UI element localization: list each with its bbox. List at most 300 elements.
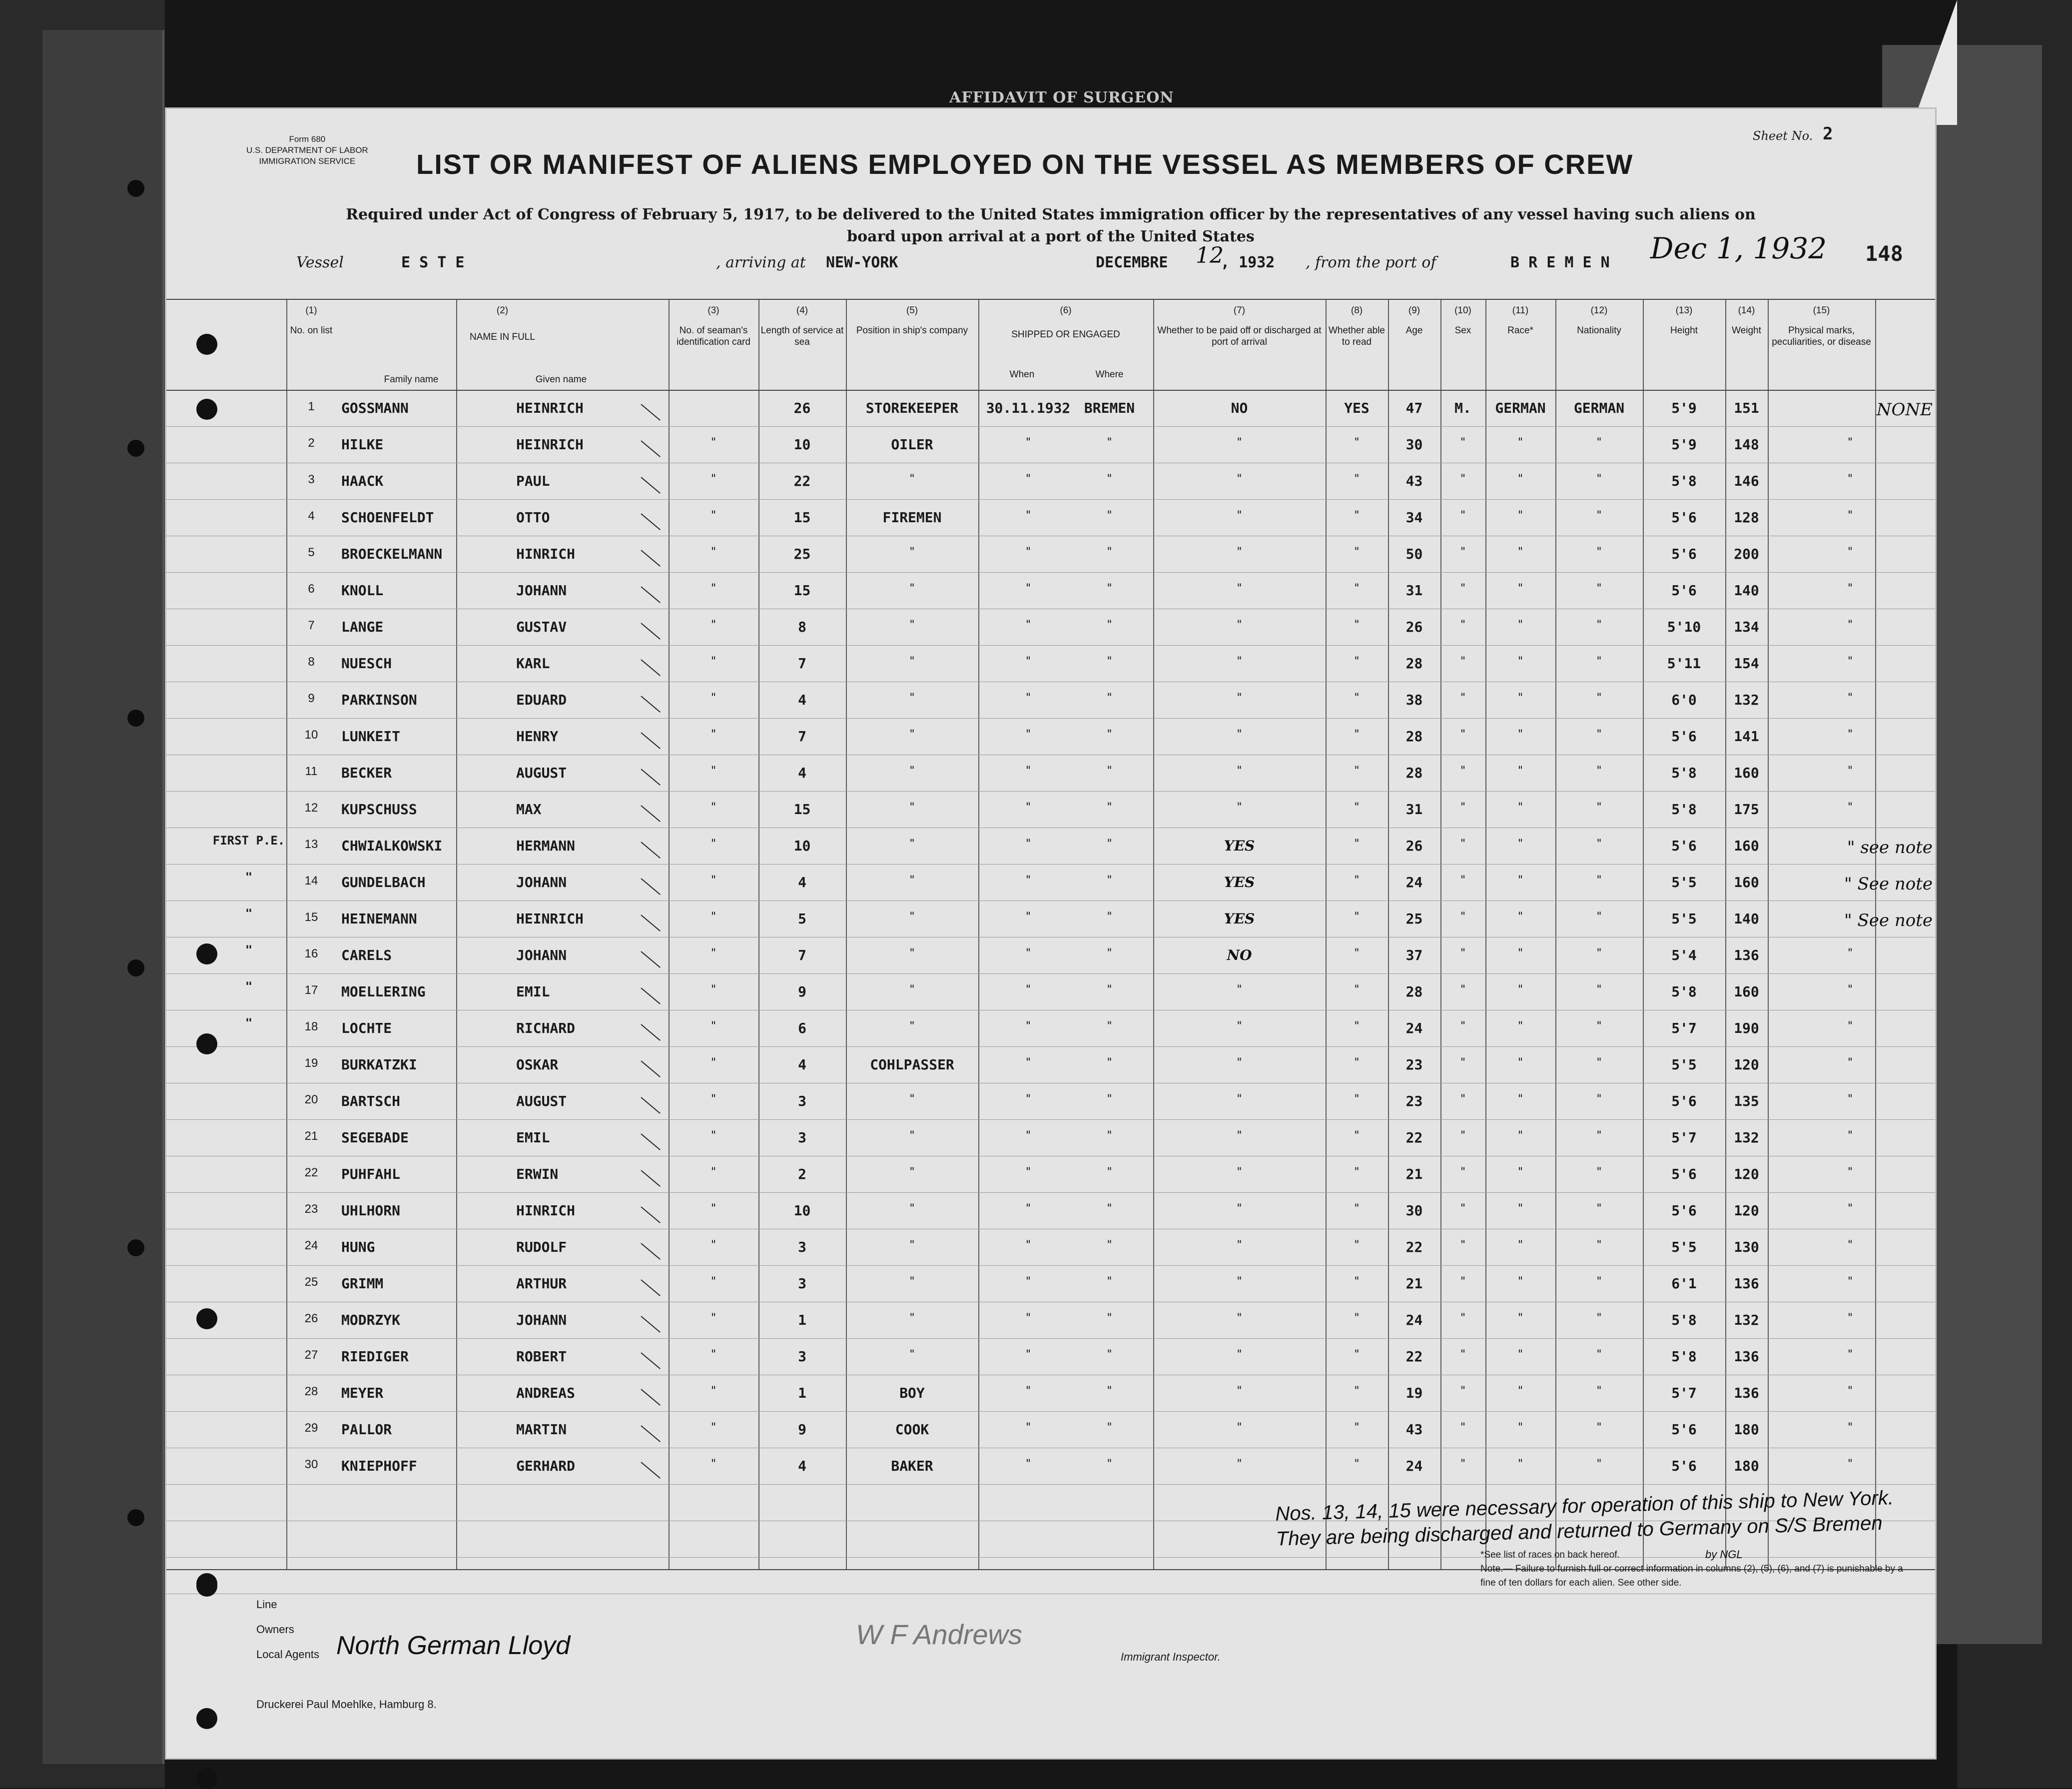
arrival-day: 12 bbox=[1196, 243, 1224, 268]
cell-age: 31 bbox=[1405, 582, 1423, 599]
cell-weight: 128 bbox=[1734, 509, 1759, 526]
footnote bbox=[1480, 1548, 1920, 1590]
cell-read: " bbox=[1353, 910, 1361, 923]
cell-position: BOY bbox=[899, 1385, 925, 1401]
cell-marks: " bbox=[1847, 546, 1854, 558]
cell-family: SEGEBADE bbox=[341, 1129, 409, 1146]
cell-given: HEINRICH bbox=[516, 400, 584, 416]
cell-height: 5'9 bbox=[1671, 436, 1697, 453]
cell-where: " bbox=[1106, 1312, 1113, 1324]
cell-age: 28 bbox=[1405, 983, 1423, 1000]
col-header-number: (9) bbox=[1408, 305, 1420, 316]
cell-height: 5'6 bbox=[1671, 546, 1697, 562]
cell-where: " bbox=[1106, 582, 1113, 595]
cell-given: GERHARD bbox=[516, 1458, 576, 1474]
cell-nat: " bbox=[1595, 619, 1603, 631]
cell-card: " bbox=[710, 765, 717, 777]
cell-given: HENRY bbox=[516, 728, 559, 745]
col-header-label: Whether to be paid off or discharged at port of arrival bbox=[1157, 325, 1322, 347]
cell-nat: " bbox=[1595, 1421, 1603, 1434]
column-rule bbox=[1725, 300, 1726, 1569]
cell-sex: " bbox=[1459, 1348, 1466, 1361]
cell-height: 5'8 bbox=[1671, 983, 1697, 1000]
row-rule bbox=[166, 900, 1935, 901]
cell-nat: " bbox=[1595, 436, 1603, 449]
cell-where: " bbox=[1106, 473, 1113, 485]
cell-sex: " bbox=[1459, 983, 1466, 996]
owners-label: Owners bbox=[256, 1623, 294, 1636]
col-header-number: (7) bbox=[1233, 305, 1246, 316]
col-header-number: (13) bbox=[1675, 305, 1693, 316]
cell-weight: 140 bbox=[1734, 910, 1759, 927]
cell-no: 6 bbox=[308, 582, 315, 596]
cell-family: PALLOR bbox=[341, 1421, 392, 1438]
cell-where: " bbox=[1106, 1239, 1113, 1251]
cell-service: 3 bbox=[798, 1275, 806, 1292]
cell-no: 29 bbox=[304, 1421, 318, 1435]
cell-race: " bbox=[1517, 1312, 1524, 1324]
cell-given: EMIL bbox=[516, 1129, 550, 1146]
cell-family: KNOLL bbox=[341, 582, 384, 599]
cell-race: " bbox=[1517, 1202, 1524, 1215]
cell-when: " bbox=[1025, 619, 1032, 631]
row-rule bbox=[166, 864, 1935, 865]
cell-height: 5'8 bbox=[1671, 765, 1697, 781]
cell-position: " bbox=[908, 838, 916, 850]
cell-service: 4 bbox=[798, 692, 806, 708]
cell-family: GOSSMANN bbox=[341, 400, 409, 416]
cell-read: " bbox=[1353, 546, 1361, 558]
cell-family: SCHOENFELDT bbox=[341, 509, 434, 526]
col-header-label: Whether able to read bbox=[1328, 325, 1385, 347]
cell-read: " bbox=[1353, 728, 1361, 741]
cell-no: 17 bbox=[304, 983, 318, 997]
cell-paid: " bbox=[1236, 1275, 1243, 1288]
cell-nat: " bbox=[1595, 1020, 1603, 1032]
binder-hole bbox=[127, 180, 144, 197]
cell-given: EDUARD bbox=[516, 692, 567, 708]
cell-card: " bbox=[710, 1275, 717, 1288]
cell-when: " bbox=[1025, 983, 1032, 996]
cell-nat: " bbox=[1595, 983, 1603, 996]
cell-age: 47 bbox=[1405, 400, 1423, 416]
cell-height: 5'6 bbox=[1671, 582, 1697, 599]
cell-age: 50 bbox=[1405, 546, 1423, 562]
cell-read: " bbox=[1353, 1348, 1361, 1361]
cell-age: 24 bbox=[1405, 1312, 1423, 1328]
cell-given: HEINRICH bbox=[516, 910, 584, 927]
cell-card: " bbox=[710, 910, 717, 923]
cell-position: " bbox=[908, 1129, 916, 1142]
cell-sex: " bbox=[1459, 1458, 1466, 1470]
col-header-label: Nationality bbox=[1577, 325, 1621, 336]
cell-weight: 200 bbox=[1734, 546, 1759, 562]
cell-no: 13 bbox=[304, 838, 318, 851]
column-rule bbox=[1485, 300, 1486, 1569]
cell-nat: " bbox=[1595, 874, 1603, 887]
cell-service: 2 bbox=[798, 1166, 806, 1182]
cell-given: ROBERT bbox=[516, 1348, 567, 1365]
cell-height: 5'8 bbox=[1671, 473, 1697, 489]
cell-when: " bbox=[1025, 1056, 1032, 1069]
cell-no: 1 bbox=[308, 400, 315, 413]
cell-weight: 160 bbox=[1734, 874, 1759, 891]
cell-position: " bbox=[908, 1202, 916, 1215]
cell-family: CARELS bbox=[341, 947, 392, 963]
cell-when: " bbox=[1025, 801, 1032, 814]
cell-read: " bbox=[1353, 874, 1361, 887]
cell-when: " bbox=[1025, 1348, 1032, 1361]
cell-read: " bbox=[1353, 765, 1361, 777]
cell-service: 4 bbox=[798, 765, 806, 781]
column-rule bbox=[978, 300, 979, 1569]
cell-age: 30 bbox=[1405, 1202, 1423, 1219]
cell-no: 12 bbox=[304, 801, 318, 815]
cell-where: " bbox=[1106, 838, 1113, 850]
cell-height: 5'7 bbox=[1671, 1129, 1697, 1146]
cell-card: " bbox=[710, 728, 717, 741]
cell-nat: " bbox=[1595, 728, 1603, 741]
cell-read: " bbox=[1353, 1312, 1361, 1324]
cell-family: PARKINSON bbox=[341, 692, 417, 708]
punch-hole bbox=[196, 334, 217, 355]
form-line: IMMIGRATION SERVICE bbox=[259, 156, 356, 166]
handwritten-note: Nos. 13, 14, 15 were necessary for operation of this ship to New York. They are being discharged and returned to Germany on S/S Bremen bbox=[1275, 1487, 1894, 1550]
punch-hole bbox=[196, 1576, 217, 1597]
cell-weight: 160 bbox=[1734, 983, 1759, 1000]
cell-service: 1 bbox=[798, 1312, 806, 1328]
inspector-signature: W F Andrews bbox=[856, 1619, 1022, 1650]
cell-age: 28 bbox=[1405, 728, 1423, 745]
col-header-label: Length of service at sea bbox=[760, 325, 844, 347]
column-rule bbox=[456, 300, 457, 1569]
cell-sex: " bbox=[1459, 874, 1466, 887]
cell-when: " bbox=[1025, 1202, 1032, 1215]
cell-sex: " bbox=[1459, 1421, 1466, 1434]
col-header-number: (12) bbox=[1590, 305, 1608, 316]
cell-position: " bbox=[908, 692, 916, 704]
cell-nat: " bbox=[1595, 473, 1603, 485]
cell-family: BECKER bbox=[341, 765, 392, 781]
cell-where: " bbox=[1106, 692, 1113, 704]
cell-service: 9 bbox=[798, 1421, 806, 1438]
cell-when: " bbox=[1025, 728, 1032, 741]
cell-where: " bbox=[1106, 910, 1113, 923]
cell-paid: " bbox=[1236, 728, 1243, 741]
cell-sex: " bbox=[1459, 619, 1466, 631]
cell-paid: " bbox=[1236, 765, 1243, 777]
cell-nat: " bbox=[1595, 801, 1603, 814]
cell-sex: " bbox=[1459, 509, 1466, 522]
cell-when: " bbox=[1025, 1020, 1032, 1032]
cell-sex: " bbox=[1459, 1129, 1466, 1142]
cell-race: " bbox=[1517, 1020, 1524, 1032]
column-rule bbox=[669, 300, 670, 1569]
cell-card: " bbox=[710, 692, 717, 704]
cell-given: JOHANN bbox=[516, 1312, 567, 1328]
page-number: 148 bbox=[1865, 241, 1903, 266]
cell-read: " bbox=[1353, 509, 1361, 522]
cell-race: " bbox=[1517, 1056, 1524, 1069]
cell-race: " bbox=[1517, 1421, 1524, 1434]
cell-weight: 132 bbox=[1734, 1312, 1759, 1328]
cell-family: MOELLERING bbox=[341, 983, 426, 1000]
cell-nat: " bbox=[1595, 1239, 1603, 1251]
cell-paid: " bbox=[1236, 1348, 1243, 1361]
cell-paid: " bbox=[1236, 1056, 1243, 1069]
cell-position: " bbox=[908, 765, 916, 777]
cell-height: 6'1 bbox=[1671, 1275, 1697, 1292]
col-header-label: SHIPPED OR ENGAGED bbox=[1011, 329, 1120, 340]
cell-race: " bbox=[1517, 874, 1524, 887]
cell-nat: " bbox=[1595, 1348, 1603, 1361]
cell-no: 11 bbox=[305, 765, 318, 778]
cell-card: " bbox=[710, 1129, 717, 1142]
cell-race: " bbox=[1517, 692, 1524, 704]
cell-race: " bbox=[1517, 1348, 1524, 1361]
manifest-sheet bbox=[165, 107, 1937, 1760]
cell-when: " bbox=[1025, 1093, 1032, 1105]
cell-service: 7 bbox=[798, 655, 806, 672]
cell-when: " bbox=[1025, 1421, 1032, 1434]
cell-when: 30.11.1932 bbox=[986, 400, 1071, 416]
cell-service: 3 bbox=[798, 1129, 806, 1146]
handwritten-date: Dec 1, 1932 bbox=[1650, 231, 1827, 265]
cell-card: " bbox=[710, 983, 717, 996]
cell-marks: " bbox=[1847, 1312, 1854, 1324]
cell-sex: " bbox=[1459, 728, 1466, 741]
cell-marks: " bbox=[1847, 1385, 1854, 1397]
column-rule bbox=[1643, 300, 1644, 1569]
cell-when: " bbox=[1025, 1385, 1032, 1397]
cell-read: " bbox=[1353, 1056, 1361, 1069]
cell-height: 5'7 bbox=[1671, 1385, 1697, 1401]
cell-when: " bbox=[1025, 473, 1032, 485]
cell-given: HINRICH bbox=[516, 1202, 576, 1219]
cell-nat: " bbox=[1595, 509, 1603, 522]
arrival-month: DECEMBRE bbox=[1096, 254, 1168, 271]
cell-card: " bbox=[710, 1093, 717, 1105]
row-prefix: " bbox=[245, 1016, 253, 1030]
cell-age: 30 bbox=[1405, 436, 1423, 453]
col-header-number: (1) bbox=[305, 305, 317, 316]
cell-height: 5'8 bbox=[1671, 1312, 1697, 1328]
cell-weight: 120 bbox=[1734, 1202, 1759, 1219]
column-rule bbox=[1440, 300, 1441, 1569]
cell-age: 19 bbox=[1405, 1385, 1423, 1401]
cell-position: OILER bbox=[891, 436, 933, 453]
cell-marks: " bbox=[1847, 1421, 1854, 1434]
cell-where: " bbox=[1106, 947, 1113, 959]
cell-weight: 175 bbox=[1734, 801, 1759, 818]
cell-read: " bbox=[1353, 473, 1361, 485]
col-header-sublabel: Given name bbox=[535, 374, 587, 385]
cell-service: 3 bbox=[798, 1093, 806, 1109]
cell-weight: 120 bbox=[1734, 1166, 1759, 1182]
cell-service: 1 bbox=[798, 1385, 806, 1401]
cell-age: 43 bbox=[1405, 473, 1423, 489]
cell-race: " bbox=[1517, 801, 1524, 814]
col-header-number: (8) bbox=[1351, 305, 1363, 316]
cell-card: " bbox=[710, 473, 717, 485]
cell-height: 5'10 bbox=[1667, 619, 1701, 635]
cell-height: 5'8 bbox=[1671, 1348, 1697, 1365]
cell-nat: " bbox=[1595, 1202, 1603, 1215]
cell-position: " bbox=[908, 1020, 916, 1032]
cell-given: MAX bbox=[516, 801, 542, 818]
cell-position: " bbox=[908, 1275, 916, 1288]
cell-service: 4 bbox=[798, 874, 806, 891]
cell-race: " bbox=[1517, 1458, 1524, 1470]
cell-given: OSKAR bbox=[516, 1056, 559, 1073]
cell-height: 5'5 bbox=[1671, 1056, 1697, 1073]
cell-service: 7 bbox=[798, 728, 806, 745]
col-header-label: Sex bbox=[1454, 325, 1471, 336]
cell-read: " bbox=[1353, 1239, 1361, 1251]
cell-nat: " bbox=[1595, 765, 1603, 777]
cell-age: 21 bbox=[1405, 1166, 1423, 1182]
cell-read: " bbox=[1353, 983, 1361, 996]
cell-given: JOHANN bbox=[516, 947, 567, 963]
col-header-label: No. on list bbox=[290, 325, 333, 336]
cell-weight: 134 bbox=[1734, 619, 1759, 635]
cell-card: " bbox=[710, 1348, 717, 1361]
cell-height: 5'5 bbox=[1671, 910, 1697, 927]
row-rule bbox=[166, 1119, 1935, 1120]
cell-height: 6'0 bbox=[1671, 692, 1697, 708]
cell-read: " bbox=[1353, 1421, 1361, 1434]
cell-position: " bbox=[908, 1093, 916, 1105]
row-prefix: " bbox=[245, 906, 253, 920]
cell-given: OTTO bbox=[516, 509, 550, 526]
cell-marks: " bbox=[1847, 1202, 1854, 1215]
cell-age: 22 bbox=[1405, 1129, 1423, 1146]
cell-position: BAKER bbox=[891, 1458, 933, 1474]
binder-hole bbox=[127, 710, 144, 727]
cell-marks: " See note bbox=[1844, 874, 1933, 894]
cell-age: 43 bbox=[1405, 1421, 1423, 1438]
column-rule bbox=[1555, 300, 1556, 1569]
cell-position: " bbox=[908, 983, 916, 996]
cell-marks: " bbox=[1847, 692, 1854, 704]
cell-weight: 180 bbox=[1734, 1458, 1759, 1474]
printer-imprint: Druckerei Paul Moehlke, Hamburg 8. bbox=[256, 1698, 437, 1711]
cell-paid: " bbox=[1236, 1202, 1243, 1215]
cell-no: 24 bbox=[304, 1239, 318, 1252]
cell-nat: " bbox=[1595, 1275, 1603, 1288]
row-rule bbox=[166, 1484, 1935, 1485]
cell-no: 4 bbox=[308, 509, 315, 523]
cell-family: MODRZYK bbox=[341, 1312, 401, 1328]
cell-read: " bbox=[1353, 582, 1361, 595]
cell-sex: " bbox=[1459, 473, 1466, 485]
cell-height: 5'6 bbox=[1671, 838, 1697, 854]
cell-given: HINRICH bbox=[516, 546, 576, 562]
cell-marks: " bbox=[1847, 1348, 1854, 1361]
cell-read: " bbox=[1353, 1275, 1361, 1288]
cell-no: 23 bbox=[304, 1202, 318, 1216]
cell-where: " bbox=[1106, 1129, 1113, 1142]
column-rule bbox=[846, 300, 847, 1569]
cell-no: 8 bbox=[308, 655, 315, 669]
cell-sex: " bbox=[1459, 910, 1466, 923]
cell-no: 28 bbox=[304, 1385, 318, 1398]
cell-read: " bbox=[1353, 1166, 1361, 1178]
cell-where: " bbox=[1106, 509, 1113, 522]
cell-race: " bbox=[1517, 765, 1524, 777]
inspector-label: Immigrant Inspector. bbox=[1121, 1651, 1221, 1663]
cell-no: 18 bbox=[304, 1020, 318, 1033]
cell-where: " bbox=[1106, 1385, 1113, 1397]
cell-where: " bbox=[1106, 728, 1113, 741]
cell-race: " bbox=[1517, 619, 1524, 631]
cell-weight: 180 bbox=[1734, 1421, 1759, 1438]
from-label: , from the port of bbox=[1306, 254, 1436, 271]
cell-position: " bbox=[908, 546, 916, 558]
cell-given: GUSTAV bbox=[516, 619, 567, 635]
cell-service: 3 bbox=[798, 1239, 806, 1255]
cell-sex: " bbox=[1459, 1093, 1466, 1105]
column-rule bbox=[1326, 300, 1327, 1569]
cell-position: STOREKEEPER bbox=[865, 400, 959, 416]
cell-paid: " bbox=[1236, 655, 1243, 668]
cell-weight: 136 bbox=[1734, 1275, 1759, 1292]
cell-paid: " bbox=[1236, 546, 1243, 558]
cell-weight: 132 bbox=[1734, 692, 1759, 708]
cell-race: " bbox=[1517, 947, 1524, 959]
cell-no: 15 bbox=[304, 910, 318, 924]
cell-weight: 160 bbox=[1734, 838, 1759, 854]
cell-card: " bbox=[710, 1458, 717, 1470]
row-rule bbox=[166, 499, 1935, 500]
cell-paid: " bbox=[1236, 801, 1243, 814]
cell-height: 5'5 bbox=[1671, 1239, 1697, 1255]
cell-age: 21 bbox=[1405, 1275, 1423, 1292]
cell-where: " bbox=[1106, 1093, 1113, 1105]
cell-position: " bbox=[908, 947, 916, 959]
cell-given: PAUL bbox=[516, 473, 550, 489]
cell-race: " bbox=[1517, 509, 1524, 522]
cell-nat: " bbox=[1595, 910, 1603, 923]
punch-hole bbox=[196, 1708, 217, 1729]
cell-race: " bbox=[1517, 910, 1524, 923]
cell-no: 14 bbox=[304, 874, 318, 888]
cell-card: " bbox=[710, 619, 717, 631]
cell-marks: " bbox=[1847, 983, 1854, 996]
cell-family: BROECKELMANN bbox=[341, 546, 443, 562]
cell-family: KUPSCHUSS bbox=[341, 801, 417, 818]
cell-race: " bbox=[1517, 436, 1524, 449]
cell-service: 10 bbox=[793, 838, 811, 854]
cell-where: " bbox=[1106, 1056, 1113, 1069]
cell-nat: " bbox=[1595, 947, 1603, 959]
cell-sex: " bbox=[1459, 947, 1466, 959]
cell-age: 26 bbox=[1405, 838, 1423, 854]
cell-when: " bbox=[1025, 692, 1032, 704]
cell-paid: " bbox=[1236, 1020, 1243, 1032]
cell-service: 15 bbox=[793, 801, 811, 818]
cell-service: 15 bbox=[793, 582, 811, 599]
cell-service: 7 bbox=[798, 947, 806, 963]
cell-paid: " bbox=[1236, 983, 1243, 996]
cell-marks: NONE bbox=[1876, 400, 1933, 420]
cell-height: 5'6 bbox=[1671, 1166, 1697, 1182]
cell-race: " bbox=[1517, 1166, 1524, 1178]
cell-card: " bbox=[710, 1421, 717, 1434]
column-rule bbox=[1388, 300, 1389, 1569]
cell-where: " bbox=[1106, 546, 1113, 558]
cell-when: " bbox=[1025, 655, 1032, 668]
